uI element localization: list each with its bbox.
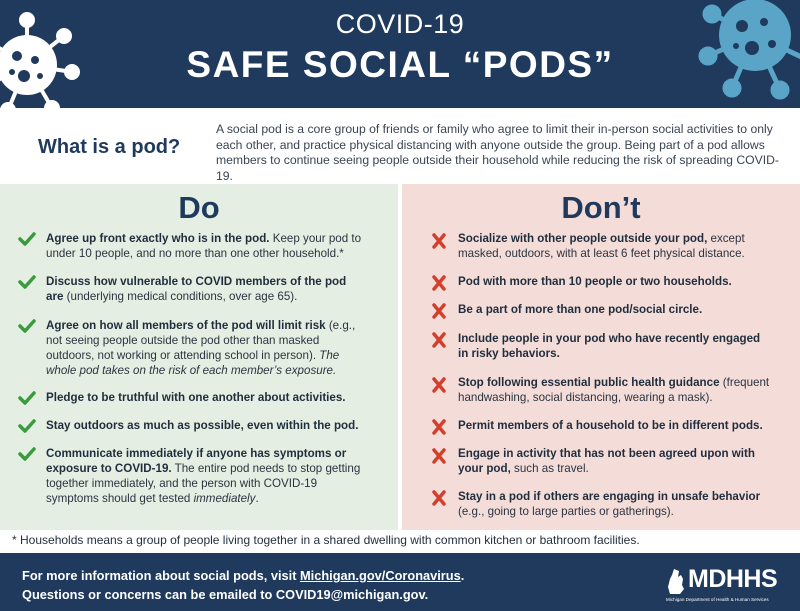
dont-item: Stop following essential public health guidance (frequent handwashing, social distancing, wearing a mask). xyxy=(458,376,770,404)
check-icon xyxy=(18,390,36,406)
do-item: Discuss how vulnerable to COVID members of the pod are (underlying medical conditions, over age 65). xyxy=(46,275,347,303)
x-icon xyxy=(430,490,448,506)
x-icon xyxy=(430,233,448,249)
page-title: SAFE SOCIAL “PODS” xyxy=(186,44,614,85)
footer-banner xyxy=(0,553,800,611)
contact-email-line: Questions or concerns can be emailed to COVID19@michigan.gov. xyxy=(22,587,429,602)
header-subtitle: COVID-19 xyxy=(335,9,465,39)
check-icon xyxy=(18,274,36,290)
do-column xyxy=(0,184,398,530)
x-icon xyxy=(430,275,448,291)
dont-item: Include people in your pod who have recently engaged in risky behaviors. xyxy=(458,332,761,360)
dont-item: Permit members of a household to be in different pods. xyxy=(458,419,763,432)
do-item: Communicate immediately if anyone has symptoms or exposure to COVID-19. The entire pod needs to stop getting together immediately, and the person with COVID-19 symptoms should get tested immediately. xyxy=(46,447,361,505)
dont-column xyxy=(402,184,800,530)
x-icon xyxy=(430,332,448,348)
dont-item: Be a part of more than one pod/social circle. xyxy=(458,303,703,316)
check-icon xyxy=(18,446,36,462)
x-icon xyxy=(430,377,448,393)
logo-subtitle: Michigan Department of Health & Human Services xyxy=(666,597,769,602)
coronavirus-website-link[interactable]: Michigan.gov/Coronavirus xyxy=(300,568,461,583)
dont-item: Pod with more than 10 people or two households. xyxy=(458,275,732,288)
do-item: Stay outdoors as much as possible, even within the pod. xyxy=(46,419,359,432)
do-item: Agree up front exactly who is in the pod. Keep your pod to under 10 people, and no more than one other household.* xyxy=(46,232,362,260)
do-heading: Do xyxy=(178,190,220,225)
households-footnote: * Households means a group of people living together in a shared dwelling with common kitchen or bathroom facilities. xyxy=(12,533,640,547)
x-icon xyxy=(430,448,448,464)
header-banner xyxy=(0,0,800,108)
check-icon xyxy=(18,318,36,334)
x-icon xyxy=(430,303,448,319)
more-info-line: For more information about social pods, visit Michigan.gov/Coronavirus. xyxy=(22,568,465,583)
check-icon xyxy=(18,231,36,247)
x-icon xyxy=(430,419,448,435)
do-item: Pledge to be truthful with one another about activities. xyxy=(46,391,346,404)
logo-text: MDHHS xyxy=(688,565,778,593)
intro-definition: A social pod is a core group of friends or family who agree to limit their in-person social activities to only each other, and practice physical distancing with anyone outside the group. Being part of a pod allows members to continue seeing people outside their household while reducing the risk of spreading COVID-19. xyxy=(216,122,779,183)
check-icon xyxy=(18,418,36,434)
michigan-state-shape xyxy=(666,567,690,595)
intro-question: What is a pod? xyxy=(38,136,181,158)
mdhhs-logo xyxy=(666,565,792,607)
intro-section xyxy=(0,108,800,184)
dont-item: Socialize with other people outside your pod, except masked, outdoors, with at least 6 feet physical distance. xyxy=(458,232,745,260)
dont-heading: Don’t xyxy=(561,190,641,225)
do-item: Agree on how all members of the pod will limit risk (e.g., not seeing people outside the pod other than masked outdoors, not working or attending school in person). The whole pod takes on the risk of each member’s exposure. xyxy=(46,319,356,377)
dont-item: Engage in activity that has not been agreed upon with your pod, such as travel. xyxy=(458,447,755,475)
dont-item: Stay in a pod if others are engaging in unsafe behavior (e.g., going to large parties or gatherings). xyxy=(458,490,761,518)
